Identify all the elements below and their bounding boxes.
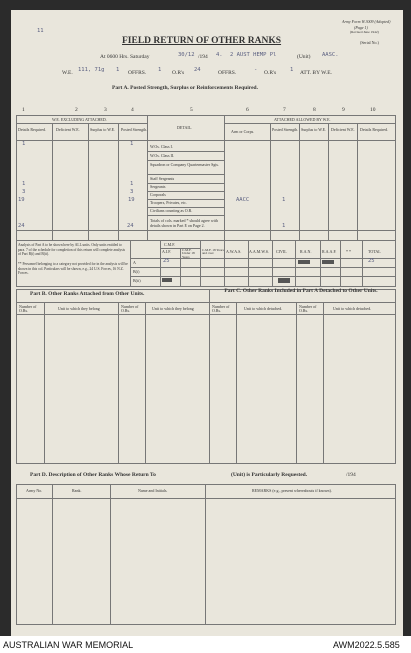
serial-label: (Serial No.) xyxy=(360,40,379,45)
grid-line xyxy=(357,123,358,240)
grid-line xyxy=(16,624,396,625)
att-label: ATT. BY W.E. xyxy=(300,70,332,76)
col-number: 4 xyxy=(131,107,134,113)
redaction-mark xyxy=(298,260,310,264)
grid-line xyxy=(340,240,341,286)
part-d-title-end: /194 xyxy=(346,472,356,478)
row-detail: W.Os. Class II. xyxy=(150,153,175,158)
group-right-header: ATTACHED ALLOWED BY W.E. xyxy=(274,117,331,122)
row-c4: 3 xyxy=(130,189,134,195)
analysis-row-label: B(i) xyxy=(133,269,140,274)
analysis-head: TOTAL xyxy=(368,249,381,254)
grid-line xyxy=(130,276,395,277)
grid-line xyxy=(160,240,161,286)
part-d-head: Name and Initials. xyxy=(138,488,168,493)
col-head: Posted Strength. xyxy=(272,127,299,132)
analysis-note-2: ** Personnel belonging to a category not provided for in the analysis will be shown in this col. Particulars will be shown, e.g., 24 U.S. Forces, 16 N.Z. Forces. xyxy=(18,262,128,276)
part-c-head: Unit to which detached. xyxy=(333,306,372,311)
part-d-title-mid: (Unit) is Particularly Requested. xyxy=(231,472,308,478)
analysis-row-label: B(ii) xyxy=(133,278,141,283)
grid-line xyxy=(224,240,225,286)
grid-line xyxy=(147,215,224,216)
row-detail: Squadron or Company Quartermaster Sgts. xyxy=(150,162,219,167)
col-head: Details Required. xyxy=(18,127,46,132)
col-head: Surplus to W.E. xyxy=(90,127,116,132)
grid-line xyxy=(320,240,321,286)
part-b-head: Unit to which they belong xyxy=(58,306,100,311)
unit-abbr: AASC. xyxy=(322,52,339,58)
group-left-header: W.E. EXCLUDING ATTACHED. xyxy=(52,117,107,122)
analysis-head: CIVIL xyxy=(276,249,287,254)
col-head: Posted Strength. xyxy=(121,127,148,132)
redaction-mark xyxy=(162,278,172,282)
part-b-title: Part B. Other Ranks Attached from Other Units. xyxy=(30,291,145,297)
grid-line xyxy=(16,484,396,485)
col-number: 7 xyxy=(283,107,286,113)
grid-line xyxy=(147,115,148,240)
grid-line xyxy=(395,484,396,624)
part-b-head: Number of O.Rs. xyxy=(19,304,37,313)
we-label: W.E. xyxy=(62,70,73,76)
part-c-head: Number of O.Rs. xyxy=(299,304,317,313)
we-value-2: 1 xyxy=(116,67,120,73)
grid-line xyxy=(323,302,324,463)
grid-line xyxy=(16,286,396,287)
col-number: 10 xyxy=(370,107,376,113)
part-d-head: Army No. xyxy=(26,488,43,493)
grid-line xyxy=(270,123,271,240)
grid-line xyxy=(16,463,396,464)
grid-line xyxy=(88,123,89,240)
grid-line xyxy=(16,115,396,116)
row-detail: Corporals xyxy=(150,192,166,197)
grid-line xyxy=(209,289,210,463)
row-c1: 19 xyxy=(18,197,25,203)
analysis-group: C.M.F. xyxy=(164,242,176,247)
row-c1: 24 xyxy=(18,223,25,229)
grid-line xyxy=(130,258,395,259)
corner-mark: 11 xyxy=(37,28,44,34)
analysis-head: A.I.F. xyxy=(162,249,172,254)
footer-right: AWM2022.5.585 xyxy=(333,640,400,650)
form-ref: Army Form W.3009 (Adopted) xyxy=(342,19,391,24)
part-c-title: Part C. Other Ranks Included in Part A Detached to Other Units. xyxy=(224,288,378,294)
grid-line xyxy=(16,498,396,499)
grid-line xyxy=(147,160,224,161)
grid-line xyxy=(16,302,396,303)
part-b-head: Number of O.Rs. xyxy=(121,304,139,313)
row-detail: Civilians counting as O.R. xyxy=(150,208,193,213)
part-c-head: Unit to which detached. xyxy=(244,306,283,311)
offrs2-value: - xyxy=(254,67,258,73)
grid-line xyxy=(224,123,396,124)
grid-line xyxy=(145,302,146,463)
ors2-label: O.R's xyxy=(264,70,277,76)
col-number: 2 xyxy=(75,107,78,113)
row-detail: Staff Sergeants xyxy=(150,176,175,181)
redaction-mark xyxy=(322,260,334,264)
grid-line xyxy=(16,484,17,624)
grid-line xyxy=(16,115,17,286)
grid-line xyxy=(224,115,225,240)
grid-line xyxy=(328,123,329,240)
footer-left: AUSTRALIAN WAR MEMORIAL xyxy=(3,640,134,650)
ors-label: O.R's xyxy=(172,70,185,76)
form-sheet xyxy=(11,10,403,636)
grid-line xyxy=(130,267,395,268)
col-number: 3 xyxy=(104,107,107,113)
col-head: Deficient W.E. xyxy=(331,127,355,132)
col-number: 5 xyxy=(190,107,193,113)
part-c-head: Number of O.Rs. xyxy=(212,304,230,313)
grid-line xyxy=(44,302,45,463)
unit-label: (Unit) xyxy=(297,54,311,60)
grid-line xyxy=(52,123,53,240)
col-head: Details Required. xyxy=(360,127,388,132)
analysis-a-aif: 25 xyxy=(163,258,170,264)
part-b-head: Unit to which they belong xyxy=(152,306,194,311)
unit-name: 2 AUST HEMP Pl xyxy=(230,52,277,58)
row-c4: 19 xyxy=(128,197,135,203)
row-c1: 3 xyxy=(22,189,26,195)
grid-line xyxy=(236,302,237,463)
analysis-head: * * xyxy=(346,249,351,254)
row-c7: 1 xyxy=(282,197,286,203)
row-c7: 1 xyxy=(282,223,286,229)
part-d-title: Part D. Description of Other Ranks Whose Return To xyxy=(30,472,156,478)
analysis-head: R.A.A.F. xyxy=(322,249,337,254)
grid-line xyxy=(299,123,300,240)
analysis-row-label: A xyxy=(133,260,136,265)
grid-line xyxy=(16,240,396,241)
ors2-value: 1 xyxy=(290,67,294,73)
grid-line xyxy=(296,302,297,463)
row-detail: Troopers, Privates, etc. xyxy=(150,200,187,205)
time-line-year: /194 xyxy=(198,54,208,60)
col-number: 6 xyxy=(246,107,249,113)
grid-line xyxy=(16,230,396,231)
analysis-head: R.A.N. xyxy=(300,249,312,254)
grid-line xyxy=(118,123,119,240)
offrs-value: 1 xyxy=(158,67,162,73)
row-detail: W.Os. Class I. xyxy=(150,144,173,149)
grid-line xyxy=(295,240,296,286)
grid-line xyxy=(248,240,249,286)
page-title: FIELD RETURN OF OTHER RANKS xyxy=(122,36,282,46)
grid-line xyxy=(395,289,396,463)
analysis-head: A.A.M.W.S. xyxy=(249,249,269,254)
grid-line xyxy=(110,484,111,624)
page-ref: (Page 1) xyxy=(354,25,368,30)
offrs2-label: OFFRS. xyxy=(218,70,237,76)
grid-line xyxy=(130,240,131,286)
time-line-date: 30/12 xyxy=(178,52,195,58)
col-head: Arm or Corps. xyxy=(231,129,255,134)
col-head: Deficient W.E. xyxy=(56,127,80,132)
time-line-year-hw: 4. xyxy=(216,52,223,58)
grid-line xyxy=(118,302,119,463)
part-a-title: Part A. Posted Strength, Surplus or Reinforcements Required. xyxy=(112,85,258,91)
offrs-label: OFFRS. xyxy=(128,70,147,76)
time-line-prefix: At 0600 Hrs. Saturday xyxy=(100,54,150,60)
ors-value: 24 xyxy=(194,67,201,73)
grid-line xyxy=(272,240,273,286)
row-detail: Totals of cols. marked * should agree with details shown in Part E on Page 2. xyxy=(150,218,218,228)
redaction-mark xyxy=(278,278,290,283)
grid-line xyxy=(16,140,396,141)
grid-line xyxy=(16,314,396,315)
row-c1: 1 xyxy=(22,141,26,147)
grid-line xyxy=(147,174,224,175)
col-number: 9 xyxy=(342,107,345,113)
analysis-head: C.M.F. Under 18 Years xyxy=(182,248,195,259)
grid-line xyxy=(52,484,53,624)
analysis-a-total: 25 xyxy=(368,258,375,264)
row-c4: 1 xyxy=(130,141,134,147)
row-detail: Sergeants xyxy=(150,184,166,189)
row-c4: 1 xyxy=(130,181,134,187)
part-d-head: REMARKS (e.g., present whereabouts if known). xyxy=(252,488,332,493)
footer-bar xyxy=(0,636,411,653)
analysis-note: Analysis of Part A to be shown here by ALL units. Only units entitled to para. 7 of the schedule for completion of this return will complete analysis of Part B(i) and B(ii). xyxy=(18,243,126,257)
grid-line xyxy=(16,123,147,124)
col-number: 1 xyxy=(22,107,25,113)
col-head: Surplus to W.E. xyxy=(301,127,327,132)
grid-line xyxy=(147,151,224,152)
grid-line xyxy=(205,484,206,624)
row-arm: AACC xyxy=(236,197,250,203)
grid-line xyxy=(362,240,363,286)
part-d-head: Rank. xyxy=(72,488,82,493)
row-c4: 24 xyxy=(127,223,134,229)
revised-date: (Revised June 1942) xyxy=(350,30,379,34)
col-number: 8 xyxy=(313,107,316,113)
we-value: 111, 71g xyxy=(78,67,105,73)
grid-line xyxy=(395,115,396,286)
col-head: DETAIL. xyxy=(177,125,193,130)
grid-line xyxy=(200,240,201,286)
grid-line xyxy=(16,289,17,463)
analysis-head: A.W.A.S. xyxy=(226,249,242,254)
analysis-head: C.M.F. 18 Years and over xyxy=(202,248,224,256)
row-c1: 1 xyxy=(22,181,26,187)
